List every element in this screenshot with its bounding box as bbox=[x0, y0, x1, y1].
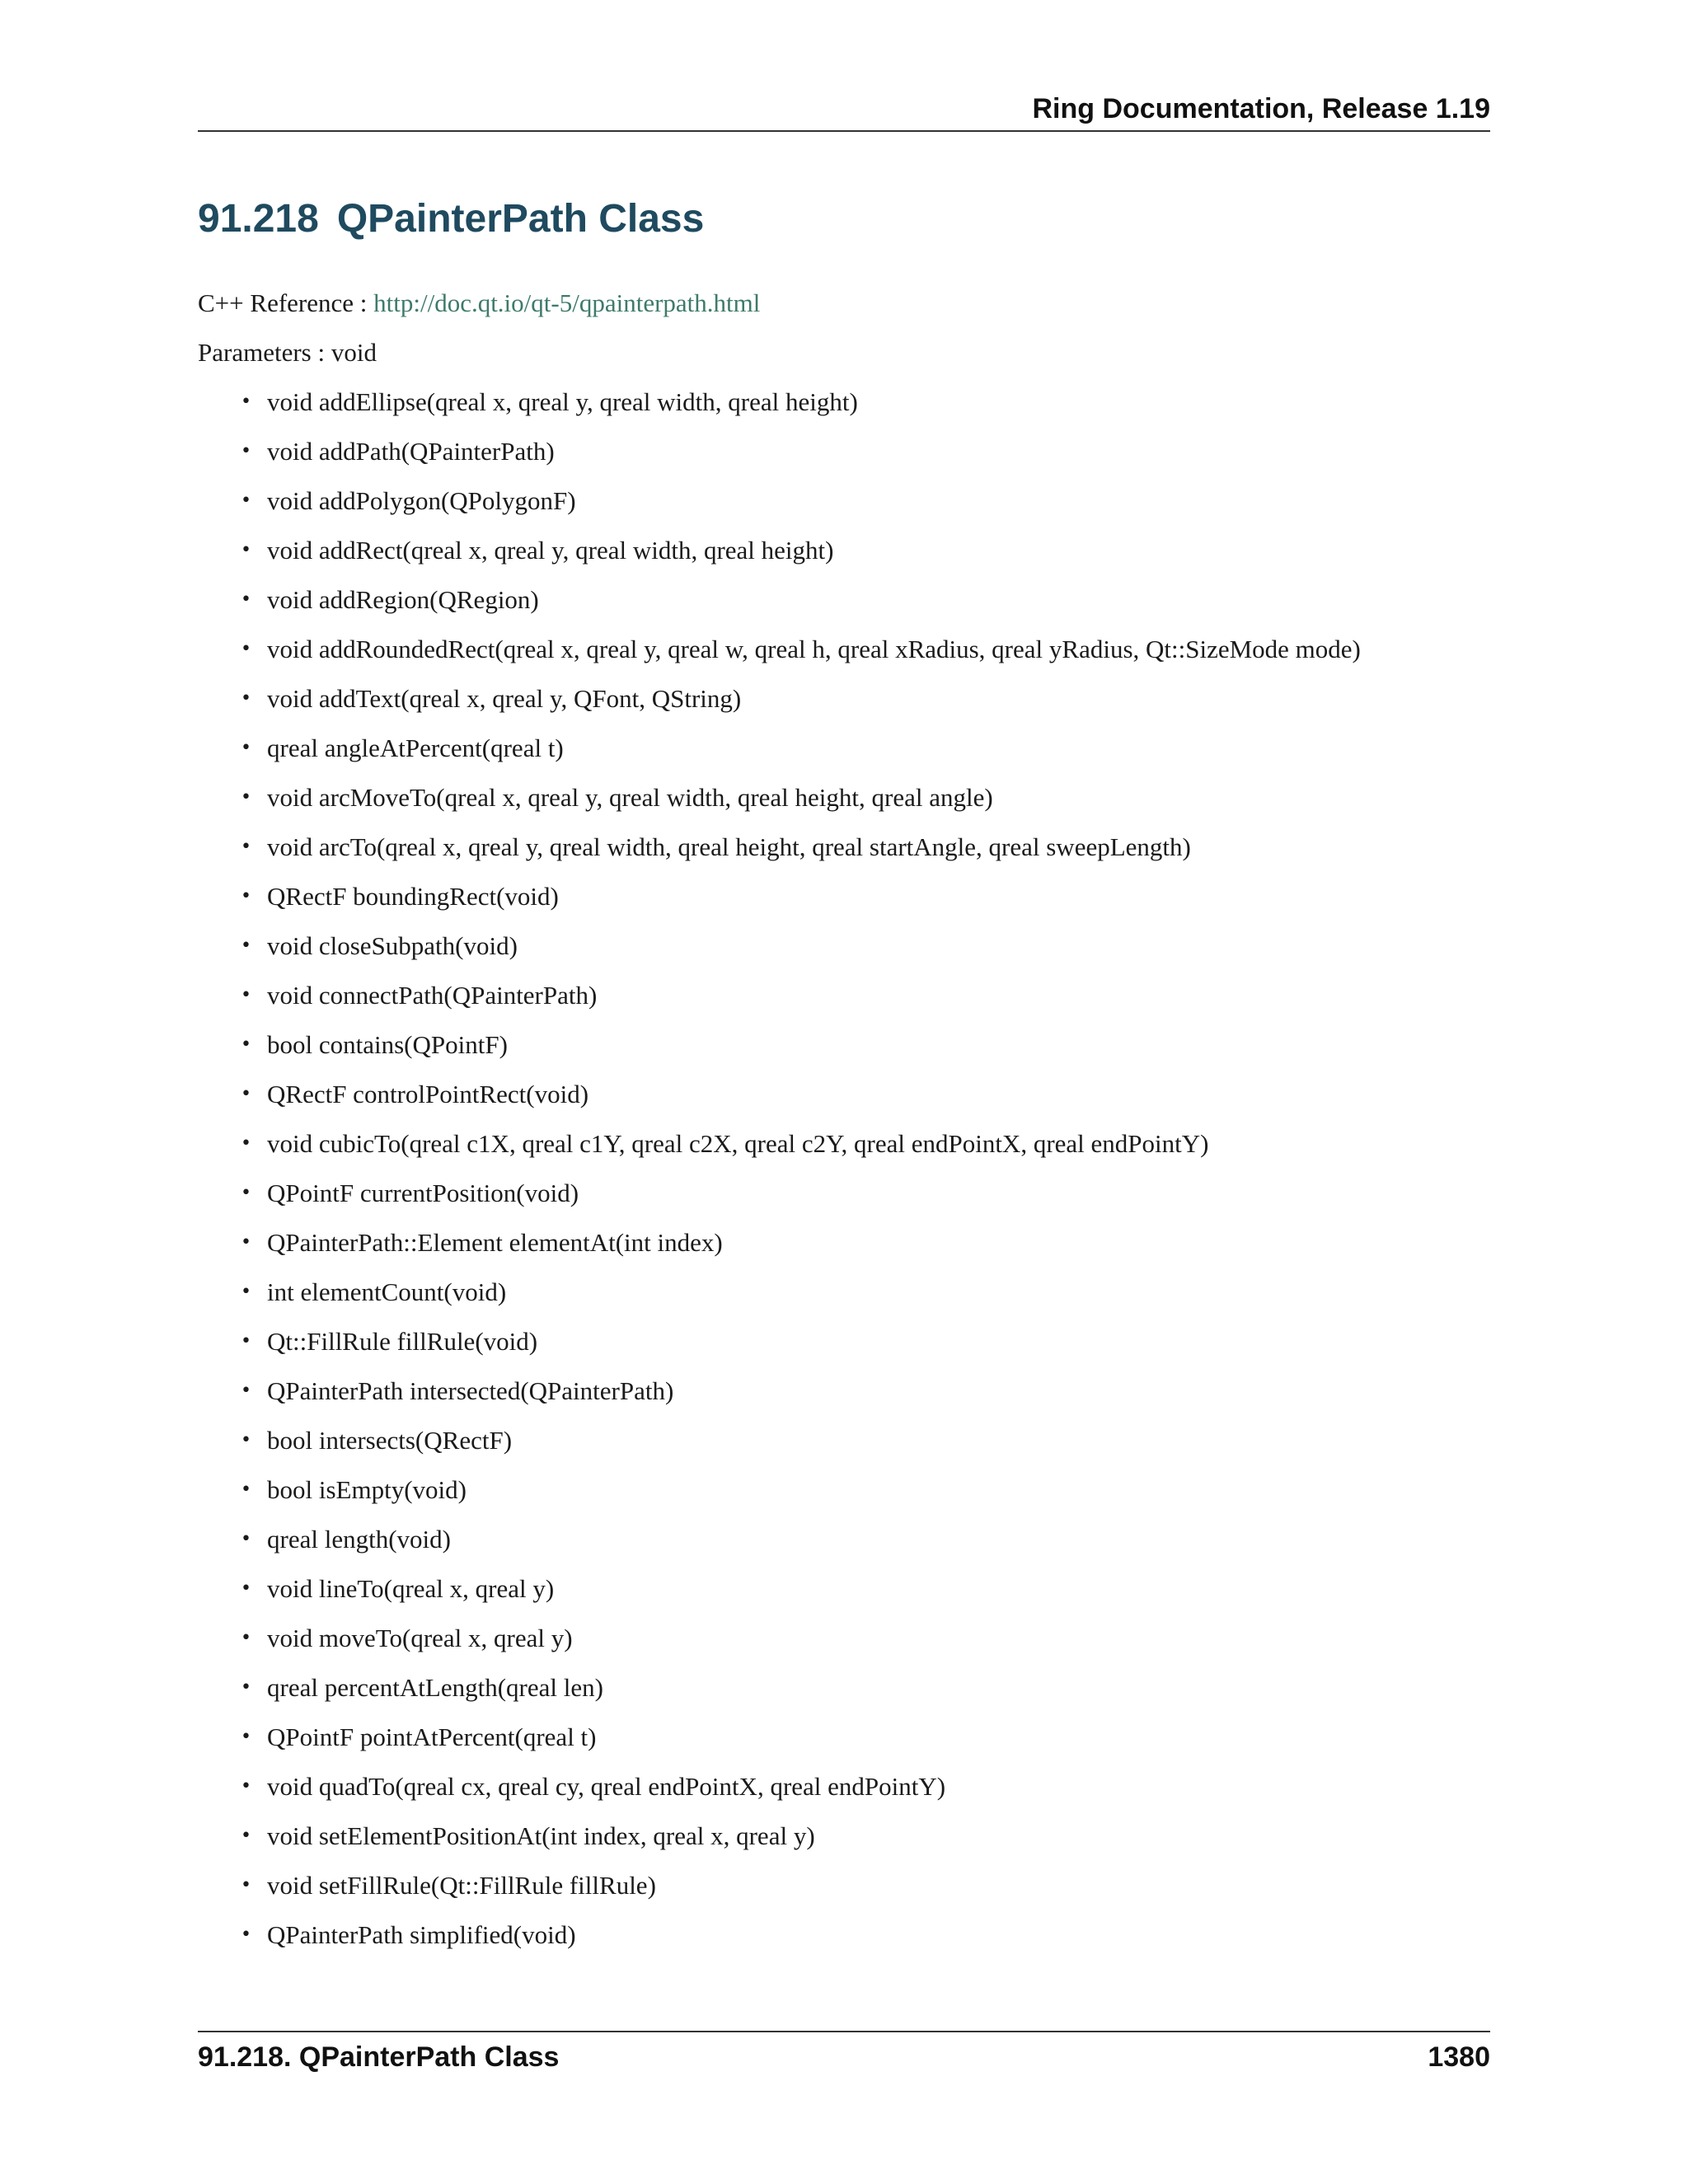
method-item bbox=[241, 1572, 1361, 1622]
method-item bbox=[241, 1820, 1361, 1869]
method-item bbox=[241, 1671, 1361, 1721]
bullet-icon: • bbox=[241, 1084, 251, 1104]
method-item bbox=[241, 633, 1361, 682]
cpp-reference-line bbox=[198, 287, 760, 320]
cpp-reference-label: C++ Reference : bbox=[198, 288, 368, 317]
bullet-icon: • bbox=[241, 639, 251, 659]
method-signature: void addEllipse(qreal x, qreal y, qreal width, qreal height) bbox=[267, 387, 858, 416]
method-signature: void closeSubpath(void) bbox=[267, 931, 518, 960]
method-item bbox=[241, 1226, 1361, 1276]
method-signature: int elementCount(void) bbox=[267, 1277, 507, 1306]
method-signature: bool contains(QPointF) bbox=[267, 1030, 508, 1059]
bullet-icon: • bbox=[241, 886, 251, 907]
cpp-reference-link[interactable]: http://doc.qt.io/qt-5/qpainterpath.html bbox=[373, 288, 761, 317]
bullet-icon: • bbox=[241, 1825, 251, 1846]
method-signature: bool intersects(QRectF) bbox=[267, 1426, 513, 1455]
page-header bbox=[198, 92, 1490, 132]
method-item bbox=[241, 732, 1361, 781]
bullet-icon: • bbox=[241, 1034, 251, 1055]
method-item bbox=[241, 682, 1361, 732]
bullet-icon: • bbox=[241, 837, 251, 857]
footer-section-label: 91.218. QPainterPath Class bbox=[198, 2041, 560, 2073]
method-item bbox=[241, 1770, 1361, 1820]
parameters-line bbox=[198, 336, 377, 369]
method-signature: void addPath(QPainterPath) bbox=[267, 437, 555, 466]
bullet-icon: • bbox=[241, 688, 251, 709]
bullet-icon: • bbox=[241, 1133, 251, 1154]
method-signature: void arcTo(qreal x, qreal y, qreal width, qreal height, qreal startAngle, qreal sweepLength) bbox=[267, 832, 1191, 861]
bullet-icon: • bbox=[241, 490, 251, 511]
bullet-icon: • bbox=[241, 1529, 251, 1549]
method-item bbox=[241, 1919, 1361, 1968]
method-signature: qreal angleAtPercent(qreal t) bbox=[267, 733, 564, 762]
bullet-icon: • bbox=[241, 391, 251, 412]
method-item bbox=[241, 1177, 1361, 1226]
bullet-icon: • bbox=[241, 738, 251, 758]
method-signature: QPainterPath::Element elementAt(int index) bbox=[267, 1228, 723, 1257]
method-signature: QPointF currentPosition(void) bbox=[267, 1179, 579, 1207]
method-item bbox=[241, 1078, 1361, 1127]
method-item bbox=[241, 1276, 1361, 1325]
bullet-icon: • bbox=[241, 589, 251, 610]
parameters-value: void bbox=[331, 338, 377, 367]
method-signature: void quadTo(qreal cx, qreal cy, qreal endPointX, qreal endPointY) bbox=[267, 1772, 946, 1801]
method-item bbox=[241, 583, 1361, 633]
page-footer bbox=[198, 2031, 1490, 2082]
method-signature: QRectF controlPointRect(void) bbox=[267, 1080, 589, 1108]
bullet-icon: • bbox=[241, 1183, 251, 1203]
bullet-icon: • bbox=[241, 935, 251, 956]
method-item bbox=[241, 485, 1361, 534]
method-signature: qreal percentAtLength(qreal len) bbox=[267, 1673, 603, 1702]
method-signature: QPointF pointAtPercent(qreal t) bbox=[267, 1722, 597, 1751]
method-signature: void lineTo(qreal x, qreal y) bbox=[267, 1574, 555, 1603]
method-signature: void arcMoveTo(qreal x, qreal y, qreal width, qreal height, qreal angle) bbox=[267, 783, 993, 812]
method-signature: void addRoundedRect(qreal x, qreal y, qreal w, qreal h, qreal xRadius, qreal yRadius, Qt::SizeMode mode) bbox=[267, 635, 1361, 663]
method-item bbox=[241, 1029, 1361, 1078]
method-item bbox=[241, 1325, 1361, 1375]
bullet-icon: • bbox=[241, 540, 251, 560]
method-item bbox=[241, 1474, 1361, 1523]
method-item bbox=[241, 386, 1361, 435]
method-item bbox=[241, 781, 1361, 831]
document-title: Ring Documentation, Release 1.19 bbox=[1032, 93, 1490, 124]
method-signature: void addRect(qreal x, qreal y, qreal width, qreal height) bbox=[267, 536, 834, 565]
method-item bbox=[241, 1622, 1361, 1671]
method-list bbox=[241, 386, 1361, 1968]
section-number: 91.218 bbox=[198, 197, 319, 241]
bullet-icon: • bbox=[241, 985, 251, 1005]
method-item bbox=[241, 435, 1361, 485]
method-signature: bool isEmpty(void) bbox=[267, 1475, 467, 1504]
parameters-label: Parameters : bbox=[198, 338, 326, 367]
method-item bbox=[241, 534, 1361, 583]
bullet-icon: • bbox=[241, 441, 251, 462]
method-signature: void cubicTo(qreal c1X, qreal c1Y, qreal c2X, qreal c2Y, qreal endPointX, qreal endPointY) bbox=[267, 1129, 1209, 1158]
method-signature: void addRegion(QRegion) bbox=[267, 585, 539, 614]
method-signature: void addPolygon(QPolygonF) bbox=[267, 486, 576, 515]
method-item bbox=[241, 1523, 1361, 1572]
method-item bbox=[241, 1127, 1361, 1177]
method-signature: Qt::FillRule fillRule(void) bbox=[267, 1327, 538, 1356]
method-signature: void moveTo(qreal x, qreal y) bbox=[267, 1624, 573, 1652]
bullet-icon: • bbox=[241, 1479, 251, 1500]
method-item bbox=[241, 1424, 1361, 1474]
section-title: QPainterPath Class bbox=[336, 197, 705, 241]
method-signature: QPainterPath simplified(void) bbox=[267, 1920, 576, 1949]
method-item bbox=[241, 1869, 1361, 1919]
method-item bbox=[241, 831, 1361, 880]
method-signature: qreal length(void) bbox=[267, 1525, 451, 1554]
method-item bbox=[241, 979, 1361, 1029]
method-item bbox=[241, 930, 1361, 979]
method-signature: QRectF boundingRect(void) bbox=[267, 882, 559, 911]
bullet-icon: • bbox=[241, 1282, 251, 1302]
page-number: 1380 bbox=[1428, 2041, 1490, 2073]
bullet-icon: • bbox=[241, 1875, 251, 1896]
method-signature: void setElementPositionAt(int index, qreal x, qreal y) bbox=[267, 1821, 815, 1850]
bullet-icon: • bbox=[241, 1776, 251, 1797]
method-item bbox=[241, 1375, 1361, 1424]
bullet-icon: • bbox=[241, 1924, 251, 1945]
method-item bbox=[241, 880, 1361, 930]
bullet-icon: • bbox=[241, 1331, 251, 1352]
bullet-icon: • bbox=[241, 1578, 251, 1599]
method-signature: QPainterPath intersected(QPainterPath) bbox=[267, 1376, 674, 1405]
bullet-icon: • bbox=[241, 1232, 251, 1253]
method-item bbox=[241, 1721, 1361, 1770]
bullet-icon: • bbox=[241, 787, 251, 808]
bullet-icon: • bbox=[241, 1628, 251, 1648]
section-heading bbox=[198, 194, 704, 244]
method-signature: void connectPath(QPainterPath) bbox=[267, 981, 598, 1010]
bullet-icon: • bbox=[241, 1430, 251, 1451]
method-signature: void addText(qreal x, qreal y, QFont, QString) bbox=[267, 684, 742, 713]
method-signature: void setFillRule(Qt::FillRule fillRule) bbox=[267, 1871, 656, 1900]
bullet-icon: • bbox=[241, 1380, 251, 1401]
bullet-icon: • bbox=[241, 1727, 251, 1747]
bullet-icon: • bbox=[241, 1677, 251, 1698]
